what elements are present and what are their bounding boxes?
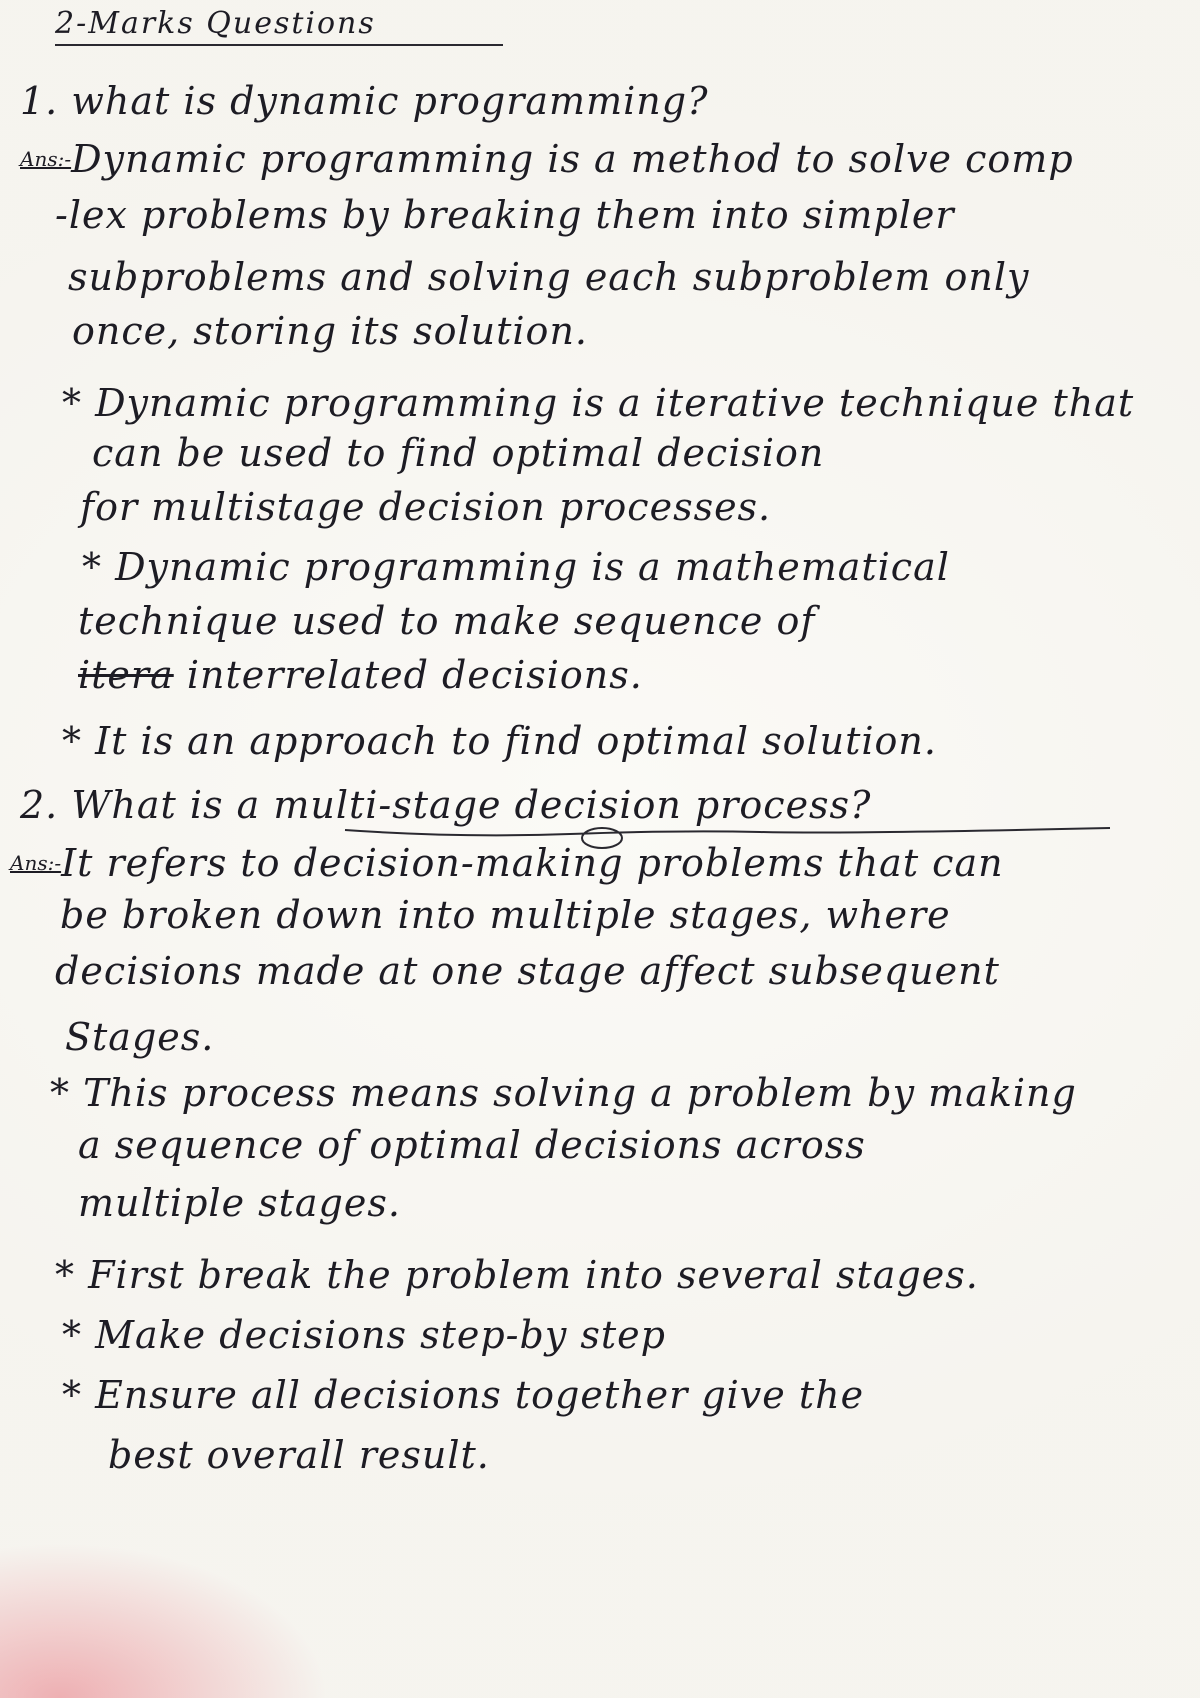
bullet-1-3 [62,718,937,764]
answer-2-tag: Ans:- [10,851,62,875]
answer-1-line-3: subproblems and solving each subproblem only [68,255,1030,299]
answer-1-tag: Ans:- [20,147,72,171]
bullet-1-2-line-1: * Dynamic programming is a mathematical [82,545,950,589]
bullet-2-1-line-2: a sequence of optimal decisions across [78,1123,866,1167]
bullet-1-2-line-3 [78,652,643,698]
bullet-1-1-line-1: * Dynamic programming is a iterative technique that [62,381,1135,425]
bullet-2-1-line-3: multiple stages. [78,1181,401,1225]
bullet-2-4-line-2: best overall result. [108,1433,490,1477]
answer-2-line-2: be broken down into multiple stages, where [60,893,951,937]
answer-1-line-2: -lex problems by breaking them into simpler [55,193,955,237]
bullet-1-1-line-3: for multistage decision processes. [80,485,772,529]
page-heading: 2-Marks Questions [55,6,376,41]
bullet-2-3: * Make decisions step-by step [62,1313,666,1357]
answer-2-line-1 [10,840,1004,886]
bullet-2-2: * First break the problem into several stages. [55,1253,979,1297]
answer-1-line-4: once, storing its solution. [72,309,588,353]
bullet-1-2-line-2: technique used to make sequence of [78,599,816,643]
answer-2-line-4: Stages. [65,1015,215,1059]
question-2: 2. What is a multi-stage decision process? [20,783,872,827]
bullet-1-2-line-3-text: interrelated decisions. [186,653,643,697]
answer-2-line-3: decisions made at one stage affect subsequent [55,949,1000,993]
answer-1-line-1-text: Dynamic programming is a method to solve comp [71,137,1074,181]
answer-2-line-1-text: It refers to decision-making problems that can [61,841,1004,885]
bullet-2-1-line-1: * This process means solving a problem by making [50,1071,1077,1115]
answer-1-line-1 [20,136,1074,182]
heading-underline [55,44,503,46]
bullet-1-3-prefix: * It is an [62,719,250,763]
question-1: 1. what is dynamic programming? [20,79,709,123]
struck-word: itera [78,653,174,697]
bullet-1-1-line-2: can be used to find optimal decision [92,431,825,475]
bullet-1-3-underlined: approach to find optimal solution. [249,719,937,763]
bullet-2-4-line-1: * Ensure all decisions together give the [62,1373,865,1417]
